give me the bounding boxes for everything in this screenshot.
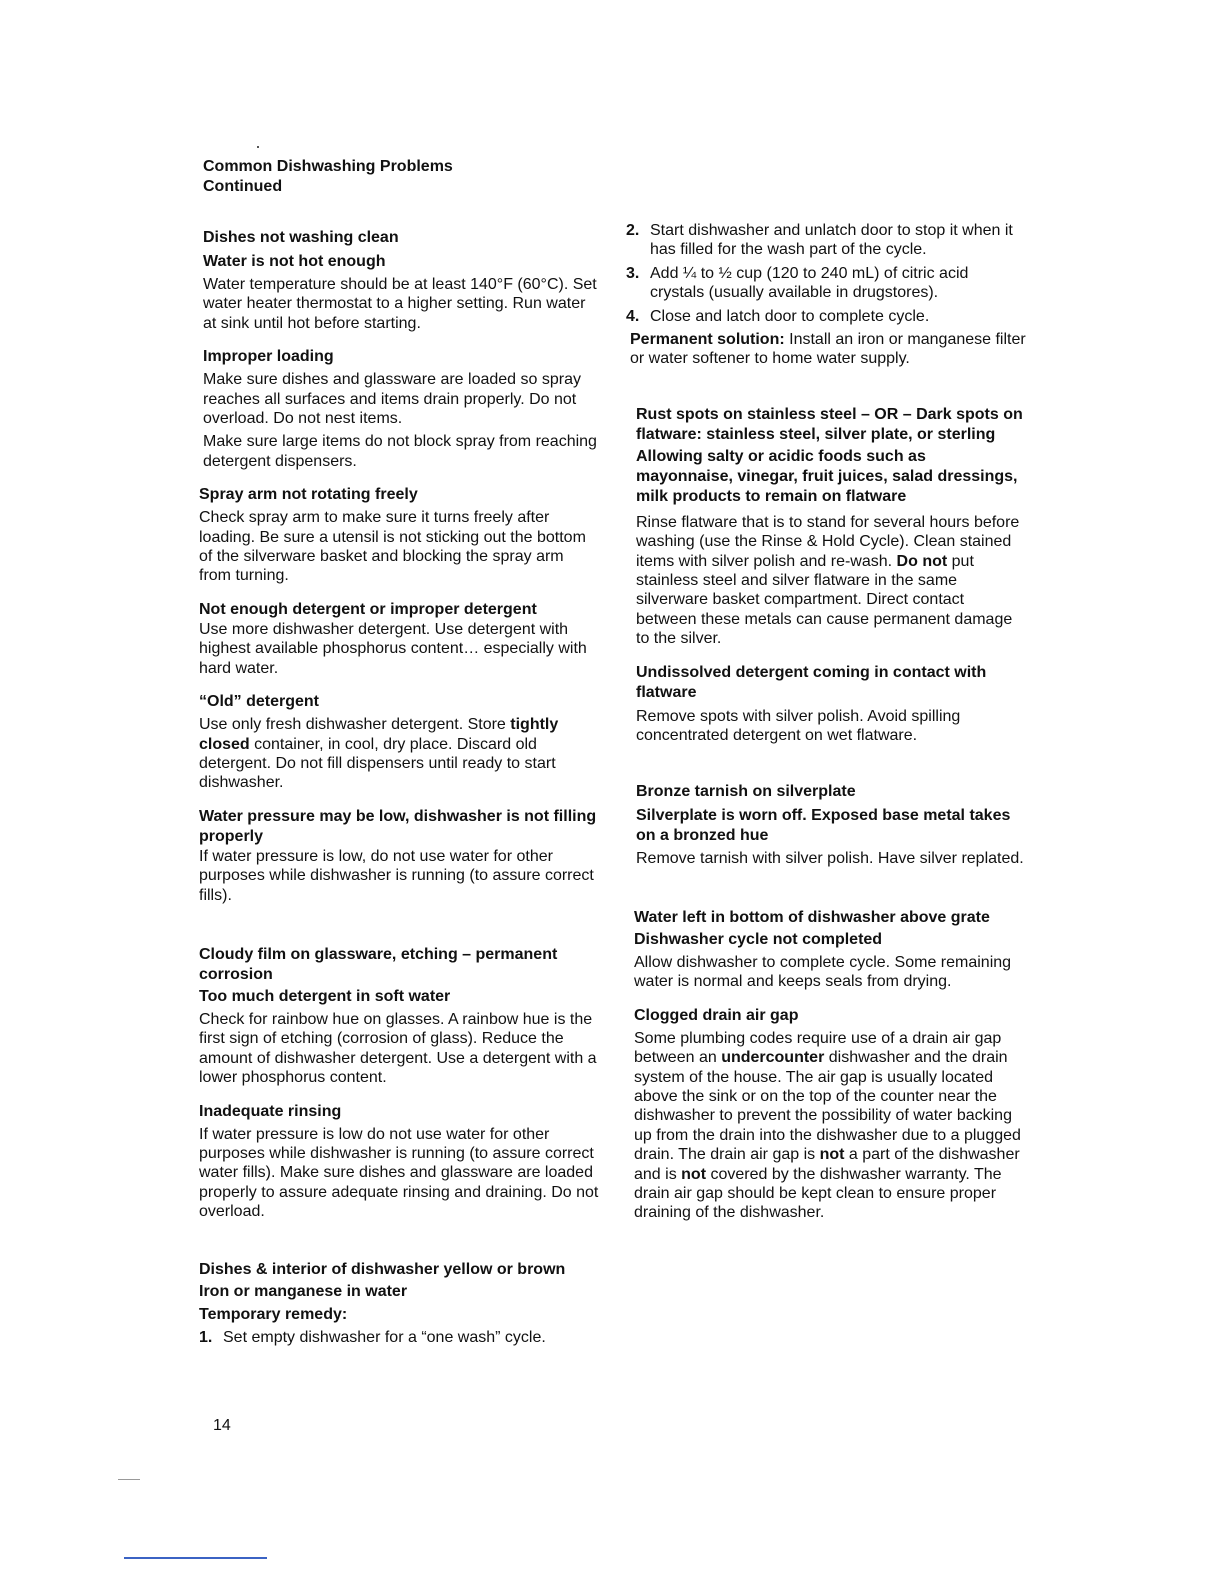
scan-mark xyxy=(257,146,259,148)
cause-title: Undissolved detergent coming in contact with flatware xyxy=(636,663,987,701)
cause-text: Rinse flatware that is to stand for several hours before washing (use the Rinse & Hold Cycle). Clean stained items with silver polish and re-wash. Do not put stainless steel and silver flatware in the same silverware basket compartment. Direct contact between these metals can cause permanent damage to the silver. xyxy=(636,513,1020,648)
right-column xyxy=(626,221,1026,1223)
section-heading: Water left in bottom of dishwasher above grate xyxy=(634,908,990,926)
page-title xyxy=(203,157,623,197)
list-item: 1. Set empty dishwasher for a “one wash” cycle. xyxy=(199,1328,546,1346)
section-heading: Rust spots on stainless steel – OR – Dark spots on flatware: stainless steel, silver plate, or sterling xyxy=(636,405,1023,443)
cause-title: Allowing salty or acidic foods such as mayonnaise, vinegar, fruit juices, salad dressings, milk products to remain on flatware xyxy=(636,447,1018,505)
cause-text: Remove spots with silver polish. Avoid spilling concentrated detergent on wet flatware. xyxy=(636,707,961,745)
remedy-steps xyxy=(199,1328,599,1347)
footer-rule xyxy=(118,1479,140,1480)
cause-title: Spray arm not rotating freely xyxy=(199,486,418,504)
section-heading: Dishes not washing clean xyxy=(203,229,399,246)
cause-text: Water temperature should be at least 140°F (60°C). Set water heater thermostat to a higher setting. Run water at sink until hot before starting. xyxy=(203,276,597,332)
cause-text: Some plumbing codes require use of a drain air gap between an undercounter dishwasher and the drain system of the house. The air gap is usually located above the sink or on the top of the counter near the dishwasher to prevent the possibility of water backing up from the drain into the dishwasher due to a plugged drain. The drain air gap is not a part of the dishwasher and is not covered by the dishwasher warranty. The drain air gap should be kept clean to ensure proper draining of the dishwasher. xyxy=(634,1029,1021,1222)
cause-title: Water pressure may be low, dishwasher is not filling properly xyxy=(199,807,597,845)
cause-text: Make sure large items do not block spray from reaching detergent dispensers. xyxy=(203,433,597,470)
cause-title: Too much detergent in soft water xyxy=(199,987,451,1005)
cause-text: If water pressure is low do not use water for other purposes while dishwasher is running (to assure correct water fills). Make sure dishes and glassware are loaded properly to assure adequate rinsing and draining. Do not overload. xyxy=(199,1125,599,1221)
cause-text: Remove tarnish with silver polish. Have silver replated. xyxy=(636,849,1024,867)
cause-title: Silverplate is worn off. Exposed base metal takes on a bronzed hue xyxy=(636,806,1011,844)
list-item: 4. Close and latch door to complete cycle. xyxy=(626,307,930,325)
left-column xyxy=(199,228,599,1351)
cause-text: If water pressure is low, do not use water for other purposes while dishwasher is running (to assure correct fills). xyxy=(199,847,594,904)
cause-title: Dishwasher cycle not completed xyxy=(634,930,883,948)
cause-title: Clogged drain air gap xyxy=(634,1006,799,1024)
cause-text: Use only fresh dishwasher detergent. Store tightly closed container, in cool, dry place. Discard old detergent. Do not fill dispensers until ready to start dishwasher. xyxy=(199,716,559,792)
cause-title: Not enough detergent or improper detergent xyxy=(199,600,537,618)
page-title-line1: Common Dishwashing Problems xyxy=(203,158,453,175)
list-item: 2. Start dishwasher and unlatch door to stop it when it has filled for the wash part of the cycle. xyxy=(626,222,1013,259)
page-number: 14 xyxy=(213,1417,231,1434)
cause-title: Inadequate rinsing xyxy=(199,1102,342,1120)
remedy-steps-continued xyxy=(626,221,1026,326)
cause-title: “Old” detergent xyxy=(199,693,320,711)
cause-title: Improper loading xyxy=(203,348,334,366)
cause-text: Check spray arm to make sure it turns freely after loading. Be sure a utensil is not sticking out the bottom of the silverware basket and blocking the spray arm from turning. xyxy=(199,509,586,585)
cause-text: Check for rainbow hue on glasses. A rainbow hue is the first sign of etching (corrosion of glass). Reduce the amount of dishwasher detergent. Use a detergent with a lower phosphorus content. xyxy=(199,1010,597,1087)
list-item: 3. Add ¼ to ½ cup (120 to 240 mL) of citric acid crystals (usually available in drugstores). xyxy=(626,264,969,302)
remedy-subtitle: Temporary remedy: xyxy=(199,1305,348,1323)
cause-text: Allow dishwasher to complete cycle. Some remaining water is normal and keeps seals from drying. xyxy=(634,953,1012,991)
section-heading: Cloudy film on glassware, etching – permanent corrosion xyxy=(199,945,558,983)
cause-text: Make sure dishes and glassware are loaded so spray reaches all surfaces and items drain properly. Do not overload. Do not nest items. xyxy=(203,371,581,428)
cause-text: Use more dishwasher detergent. Use detergent with highest available phosphorus content… especially with hard water. xyxy=(199,620,587,677)
section-heading: Bronze tarnish on silverplate xyxy=(636,782,856,800)
footer-link-rule xyxy=(124,1557,267,1559)
cause-title: Water is not hot enough xyxy=(203,253,386,270)
permanent-solution: Permanent solution: Install an iron or manganese filter or water softener to home water supply. xyxy=(630,331,1026,368)
section-heading: Dishes & interior of dishwasher yellow or brown xyxy=(199,1260,566,1278)
page-title-line2: Continued xyxy=(203,178,283,195)
cause-title: Iron or manganese in water xyxy=(199,1282,408,1300)
